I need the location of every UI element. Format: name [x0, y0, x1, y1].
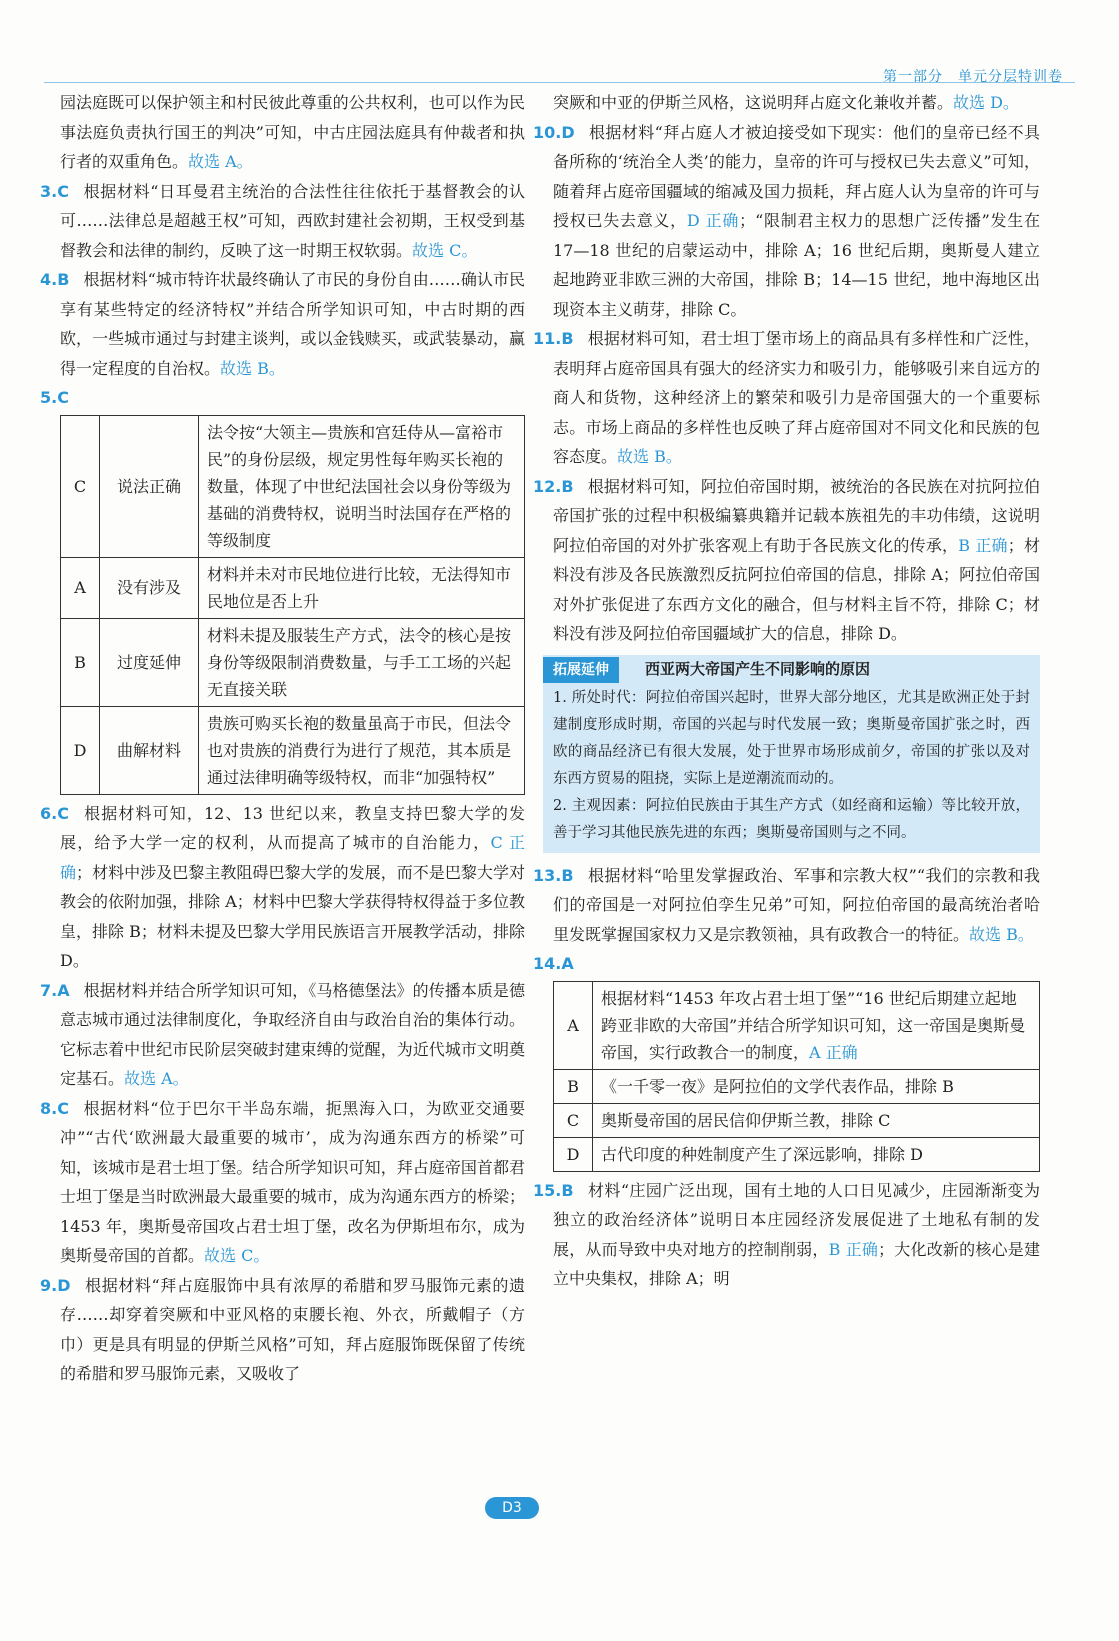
- page-header: [44, 52, 1075, 83]
- answer-5-table: [60, 415, 525, 795]
- extension-box: [543, 655, 1040, 853]
- answer-12: 12.B 根据材料可知，阿拉伯帝国时期，被统治的各民族在对抗阿拉伯帝国扩张的过程中积极编纂典籍并记载本族祖先的丰功伟绩，这说明阿拉伯帝国的对外扩张客观上有助于各民族文化的传承，B 正确；材料没有涉及各民族激烈反抗阿拉伯帝国的信息，排除 A；阿拉伯帝国对外扩张促进了东西方文化的融合，但与材料主旨不符，排除 C；材料没有涉及阿拉伯帝国疆域扩大的信息，排除 D。: [533, 476, 1040, 643]
- table-row: C 说法正确 法令按“大领主—贵族和宫廷侍从—富裕市民”的身份层级，规定男性每年购买长袍的数量，体现了中世纪法国社会以身份等级为基础的消费特权，说明当时法国存在严格的等级制度: [61, 415, 525, 557]
- answer-number: 8.C: [40, 1098, 69, 1118]
- left-column: [40, 88, 525, 1389]
- answer-7: 7.A 根据材料并结合所学知识可知，《马格德堡法》的传播本质是德意志城市通过法律制度化，争取经济自由与政治自治的集体行动。它标志着中世纪市民阶层突破封建束缚的觉醒，为近代城市文明奠定基石。故选 A。: [40, 980, 525, 1088]
- answer-number: 15.B: [533, 1180, 574, 1200]
- answer-11: 11.B 根据材料可知，君士坦丁堡市场上的商品具有多样性和广泛性，表明拜占庭帝国具有强大的经济实力和吸引力，能够吸引来自远方的商人和货物，这种经济上的繁荣和吸引力是帝国强大的一个重要标志。市场上商品的多样性也反映了拜占庭帝国对不同文化和民族的包容态度。故选 B。: [533, 329, 1040, 466]
- table-row: D 曲解材料 贵族可购买长袍的数量虽高于市民，但法令也对贵族的消费行为进行了规范，其本质是通过法律明确等级特权，而非“加强特权”: [61, 706, 525, 794]
- answer-8: 8.C 根据材料“位于巴尔干半岛东端，扼黑海入口，为欧亚交通要冲”“古代‘欧洲最大最重要的城市’，成为沟通东西方的桥梁”可知，该城市是君士坦丁堡。结合所学知识可知，拜占庭帝国首都君士坦丁堡是当时欧洲最大最重要的城市，成为沟通东西方的桥梁；1453 年，奥斯曼帝国攻占君士坦丁堡，改名为伊斯坦布尔，成为奥斯曼帝国的首都。故选 C。: [40, 1098, 525, 1265]
- answer-13: 13.B 根据材料“哈里发掌握政治、军事和宗教大权”“我们的宗教和我们的帝国是一对阿拉伯孪生兄弟”可知，阿拉伯帝国的最高统治者哈里发既掌握国家权力又是宗教领袖，具有政教合一的特征。故选 B。: [533, 865, 1040, 944]
- answer-4: 4.B 根据材料“城市特许状最终确认了市民的身份自由……确认市民享有某些特定的经济特权”并结合所学知识可知，中古时期的西欧，一些城市通过与封建主谈判，或以金钱赎买，或武装暴动，赢得一定程度的自治权。故选 B。: [40, 270, 525, 378]
- table-row: B 《一千零一夜》是阿拉伯的文学代表作品，排除 B: [554, 1069, 1040, 1103]
- extension-point-2: 2. 主观因素：阿拉伯民族由于其生产方式（如经商和运输）等比较开放，善于学习其他民族先进的东西；奥斯曼帝国则与之不同。: [553, 797, 1030, 841]
- answer-3: 3.C 根据材料“日耳曼君主统治的合法性往往依托于基督教会的认可……法律总是超越王权”可知，西欧封建社会初期，王权受到基督教会和法律的制约，反映了这一时期王权软弱。故选 C。: [40, 181, 525, 260]
- answer-number: 11.B: [533, 329, 574, 348]
- answer-number: 5.C: [40, 388, 69, 407]
- answer-15: 15.B 材料“庄园广泛出现，国有土地的人口日见减少，庄园渐渐变为独立的政治经济体”说明日本庄园经济发展促进了土地私有制的发展，从而导致中央对地方的控制削弱，B 正确；大化改新的核心是建立中央集权，排除 A；明: [533, 1180, 1040, 1288]
- extension-tag: 拓展延伸: [543, 657, 619, 683]
- answer-9: 9.D 根据材料“拜占庭服饰中具有浓厚的希腊和罗马服饰元素的遗存……却穿着突厥和中亚风格的束腰长袍、外衣，所戴帽子（方巾）更是具有明显的伊斯兰风格”可知，拜占庭服饰既保留了传统的希腊和罗马服饰元素，又吸收了: [40, 1275, 525, 1383]
- table-row: C 奥斯曼帝国的居民信仰伊斯兰教，排除 C: [554, 1103, 1040, 1137]
- answer-14-table: [553, 981, 1040, 1172]
- answer-continuation: 园法庭既可以保护领主和村民彼此尊重的公共权利，也可以作为民事法庭负责执行国王的判决”可知，中古庄园法庭具有仲裁者和执行者的双重角色。故选 A。: [60, 93, 525, 171]
- answer-14: [533, 949, 1040, 979]
- answer-number: 6.C: [40, 803, 69, 823]
- header-title: 第一部分 单元分层特训卷: [883, 69, 1063, 85]
- extension-point-1: 1. 所处时代：阿拉伯帝国兴起时，世界大部分地区，尤其是欧洲正处于封建制度形成时期，帝国的兴起与时代发展一致；奥斯曼帝国扩张之时，西欧的商品经济已有很大发展，处于世界市场形成前夕，帝国的扩张以及对东西方贸易的阻挠，实际上是逆潮流而动的。: [553, 689, 1030, 787]
- table-row: A 根据材料“1453 年攻占君士坦丁堡”“16 世纪后期建立起地跨亚非欧的大帝国”并结合所学知识可知，这一帝国是奥斯曼帝国，实行政教合一的制度，A 正确: [554, 981, 1040, 1069]
- answer-number: 12.B: [533, 476, 574, 496]
- table-row: A 没有涉及 材料并未对市民地位进行比较，无法得知市民地位是否上升: [61, 557, 525, 618]
- answer-number: 14.A: [533, 954, 574, 973]
- page-number: D3: [485, 1497, 539, 1519]
- answer-5: [40, 383, 525, 413]
- answer-6: 6.C 根据材料可知，12、13 世纪以来，教皇支持巴黎大学的发展，给予大学一定的权利，从而提高了城市的自治能力，C 正确；材料中涉及巴黎主教阻碍巴黎大学的发展，而不是巴黎大学对教会的依附加强，排除 A；材料中巴黎大学获得特权得益于多位教皇，排除 B；材料未提及巴黎大学用民族语言开展教学活动，排除 D。: [40, 803, 525, 970]
- answer-number: 13.B: [533, 865, 574, 885]
- answer-number: 9.D: [40, 1275, 71, 1295]
- extension-title: 西亚两大帝国产生不同影响的原因: [645, 660, 871, 678]
- answer-9-continuation: 突厥和中亚的伊斯兰风格，这说明拜占庭文化兼收并蓄。故选 D。: [553, 93, 1019, 112]
- right-column: [533, 88, 1040, 1294]
- answer-number: 7.A: [40, 980, 70, 1000]
- answer-number: 3.C: [40, 181, 69, 201]
- table-row: B 过度延伸 材料未提及服装生产方式，法令的核心是按身份等级限制消费数量，与手工工场的兴起无直接关联: [61, 618, 525, 706]
- table-row: D 古代印度的种姓制度产生了深远影响，排除 D: [554, 1137, 1040, 1171]
- answer-number: 10.D: [533, 122, 575, 142]
- answer-number: 4.B: [40, 270, 70, 289]
- answer-10: 10.D 根据材料“拜占庭人才被迫接受如下现实：他们的皇帝已经不具备所称的‘统治全人类’的能力，皇帝的许可与授权已失去意义”可知，随着拜占庭帝国疆域的缩减及国力损耗，拜占庭人认为皇帝的许可与授权已失去意义，D 正确；“限制君主权力的思想广泛传播”发生在 17—18 世纪的启蒙运动中，排除 A；16 世纪后期，奥斯曼人建立起地跨亚非欧三洲的大帝国，排除 B；14—15 世纪，地中海地区出现资本主义萌芽，排除 C。: [533, 122, 1040, 319]
